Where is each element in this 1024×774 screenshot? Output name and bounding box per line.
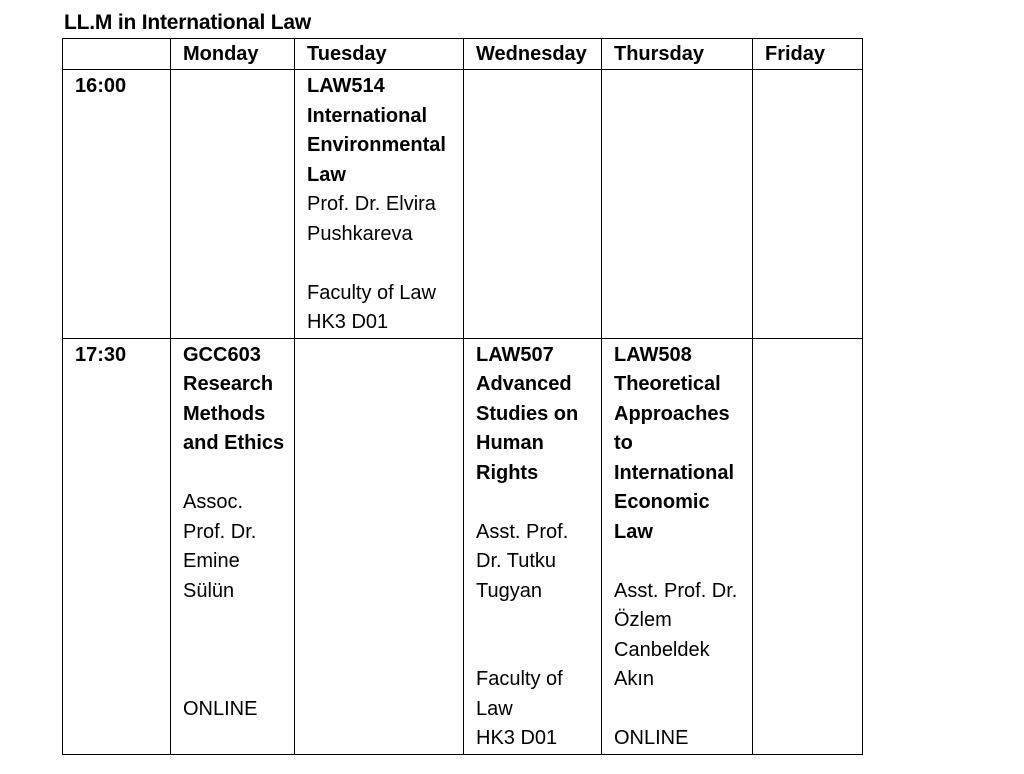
header-wednesday [464, 39, 602, 70]
schedule-table [62, 38, 863, 755]
instructor-line: Prof. Dr. [183, 520, 257, 543]
instructor-line: Canbeldek [614, 638, 710, 661]
empty-cell [171, 70, 295, 339]
time-slot-row [63, 338, 863, 754]
course-title-line: International [614, 461, 735, 484]
location-line: HK3 D01 [307, 311, 389, 333]
location-line: Faculty of Law [307, 281, 436, 304]
course-title-line: Rights [476, 461, 539, 484]
time-cell [63, 338, 171, 754]
instructor-line: Tugyan [476, 579, 542, 602]
empty-cell [464, 70, 602, 339]
course-title-line: to [614, 432, 633, 454]
time-slot-row [63, 70, 863, 339]
course-cell-law507 [464, 338, 602, 754]
instructor-line: Emine [183, 550, 240, 572]
header-tuesday [295, 39, 464, 70]
location-line: Law [476, 697, 513, 720]
empty-cell [295, 338, 464, 754]
header-thursday [602, 39, 753, 70]
time-label: 16:00 [75, 75, 127, 97]
course-cell-law514 [295, 70, 464, 339]
course-title-line: Studies on [476, 402, 579, 425]
course-code: LAW507 [476, 343, 554, 366]
header-monday-label: Monday [183, 43, 259, 65]
location-line: Faculty of [476, 668, 563, 690]
header-friday-label: Friday [765, 43, 826, 65]
course-cell-gcc603 [171, 338, 295, 754]
header-monday [171, 39, 295, 70]
course-title-line: and Ethics [183, 432, 285, 454]
instructor-line: Prof. Dr. Elvira [307, 193, 436, 215]
instructor-line: Özlem [614, 609, 672, 631]
instructor-line: Asst. Prof. [476, 520, 569, 543]
header-row [63, 39, 863, 70]
header-time-corner [63, 39, 171, 70]
course-title-line: Law [614, 520, 653, 543]
course-title-line: Economic [614, 491, 710, 513]
course-cell-law508 [602, 338, 753, 754]
course-title-line: Environmental [307, 134, 446, 156]
time-cell [63, 70, 171, 339]
instructor-line: Akın [614, 668, 655, 690]
course-title-line: Advanced [476, 373, 572, 395]
course-title-line: Approaches [614, 402, 730, 425]
instructor-line: Assoc. [183, 491, 244, 513]
empty-cell [753, 338, 863, 754]
delivery-mode: ONLINE [614, 727, 689, 749]
header-thursday-label: Thursday [614, 43, 705, 65]
course-title-line: Methods [183, 402, 266, 425]
course-title-line: International [307, 104, 428, 127]
course-title-line: Theoretical [614, 373, 721, 395]
course-title-line: Law [307, 163, 346, 186]
course-code: LAW514 [307, 75, 385, 97]
header-wednesday-label: Wednesday [476, 43, 587, 65]
instructor-line: Asst. Prof. Dr. [614, 579, 738, 602]
course-code: LAW508 [614, 343, 692, 366]
course-title-line: Research [183, 373, 274, 395]
page-title: LL.M in International Law [64, 11, 312, 34]
instructor-line: Sülün [183, 579, 235, 602]
location-line: HK3 D01 [476, 727, 558, 749]
empty-cell [753, 70, 863, 339]
delivery-mode: ONLINE [183, 697, 258, 720]
instructor-line: Dr. Tutku [476, 550, 557, 572]
instructor-line: Pushkareva [307, 222, 413, 245]
course-title-line: Human [476, 432, 544, 454]
time-label: 17:30 [75, 343, 127, 366]
header-tuesday-label: Tuesday [307, 43, 387, 65]
header-friday [753, 39, 863, 70]
empty-cell [602, 70, 753, 339]
course-code: GCC603 [183, 343, 261, 366]
